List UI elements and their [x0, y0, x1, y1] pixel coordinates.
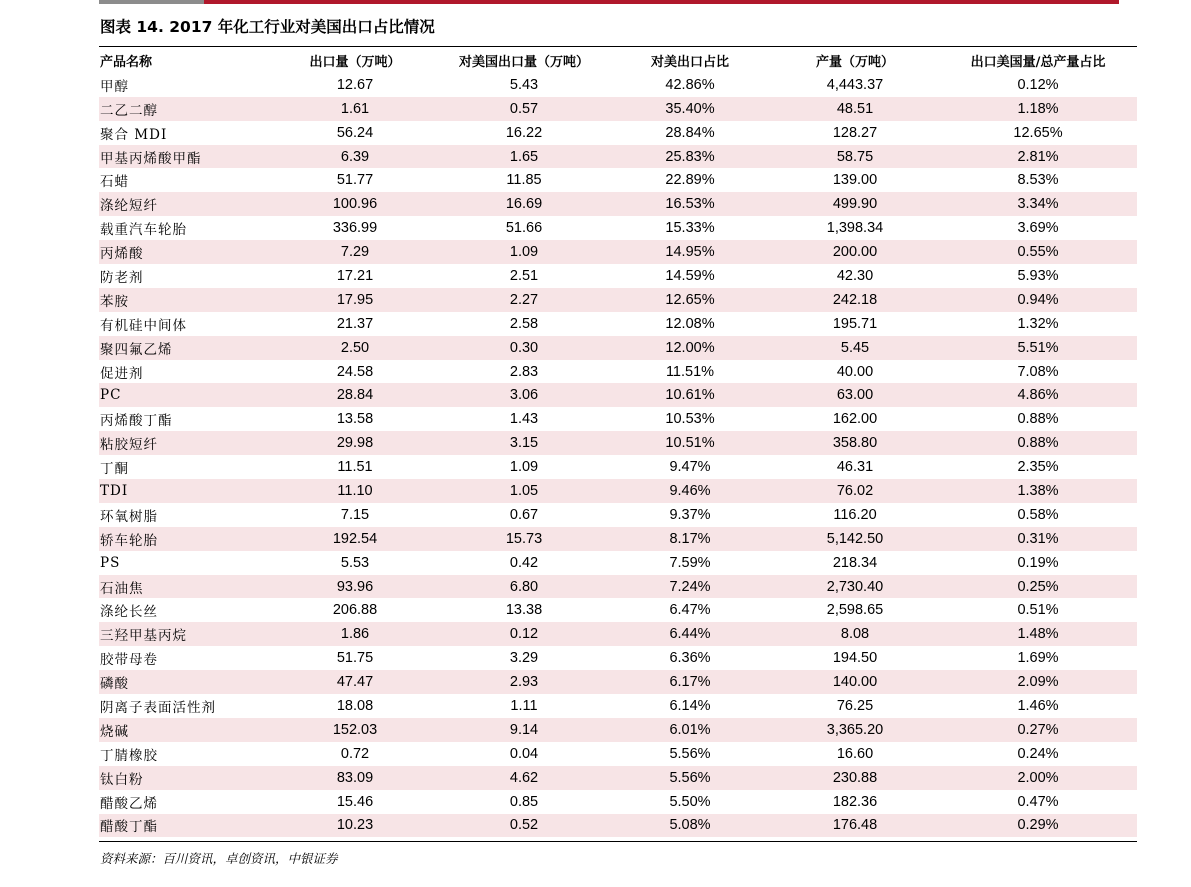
us-export-volume-cell: 2.51 — [509, 267, 539, 284]
us-export-share-cell: 14.59% — [665, 267, 715, 284]
export-volume-cell: 6.39 — [271, 145, 439, 169]
product-name-cell: 涤纶短纤 — [99, 192, 271, 216]
export-volume-cell: 10.23 — [271, 814, 439, 838]
us-export-to-production-cell: 0.12% — [1017, 76, 1059, 93]
export-volume-cell: 206.88 — [332, 602, 378, 619]
us-export-volume-cell: 0.42 — [509, 554, 539, 571]
table-row — [99, 622, 1137, 646]
product-name-cell: 环氧树脂 — [100, 508, 158, 525]
us-export-volume-cell: 3.15 — [439, 431, 609, 455]
us-export-volume-cell: 3.29 — [509, 650, 539, 667]
product-name-cell: 钛白粉 — [99, 766, 271, 790]
export-volume-cell: 152.03 — [271, 718, 439, 742]
table-row — [99, 575, 1137, 599]
product-name-cell: 聚四氟乙烯 — [99, 336, 271, 360]
column-header-us-export-to-production: 出口美国量/总产量占比 — [970, 55, 1106, 71]
product-name-cell: 苯胺 — [99, 288, 271, 312]
us-export-share-cell: 5.56% — [669, 745, 711, 762]
us-export-share-cell: 8.17% — [609, 527, 771, 551]
product-name-cell: 阴离子表面活性剂 — [100, 699, 216, 716]
us-export-share-cell: 16.53% — [609, 192, 771, 216]
production-cell: 16.60 — [836, 745, 874, 762]
export-volume-cell: 12.67 — [336, 76, 374, 93]
production-cell: 48.51 — [771, 97, 939, 121]
production-cell: 128.27 — [832, 124, 878, 141]
export-volume-cell: 28.84 — [271, 383, 439, 407]
us-export-volume-cell: 2.58 — [509, 315, 539, 332]
us-export-to-production-cell: 0.47% — [1017, 793, 1059, 810]
us-export-volume-cell: 0.67 — [509, 506, 539, 523]
export-volume-cell: 0.72 — [340, 745, 370, 762]
us-export-to-production-cell: 0.25% — [939, 575, 1137, 599]
production-cell: 200.00 — [771, 240, 939, 264]
us-export-to-production-cell: 5.51% — [939, 336, 1137, 360]
table-row — [99, 742, 1137, 766]
us-export-to-production-cell: 0.31% — [939, 527, 1137, 551]
production-cell: 242.18 — [771, 288, 939, 312]
production-cell: 358.80 — [771, 431, 939, 455]
table-row — [99, 455, 1137, 479]
export-volume-cell: 5.53 — [340, 554, 370, 571]
export-volume-cell: 11.10 — [271, 479, 439, 503]
table-header-row — [99, 49, 1137, 73]
export-volume-cell: 13.58 — [336, 411, 374, 428]
us-export-volume-cell: 0.52 — [439, 814, 609, 838]
table-row — [99, 503, 1137, 527]
top-accent-bar — [99, 0, 1119, 4]
export-volume-cell: 24.58 — [336, 363, 374, 380]
production-cell: 42.30 — [836, 267, 874, 284]
column-header-export-volume: 出口量（万吨） — [309, 55, 401, 71]
table-row — [99, 766, 1137, 790]
us-export-volume-cell: 13.38 — [505, 602, 543, 619]
us-export-share-cell: 10.51% — [609, 431, 771, 455]
product-name-cell: 丁酮 — [100, 461, 129, 478]
us-export-to-production-cell: 3.69% — [1017, 220, 1059, 237]
us-export-share-cell: 22.89% — [665, 172, 715, 189]
us-export-to-production-cell: 1.69% — [1017, 650, 1059, 667]
table-row — [99, 168, 1137, 192]
us-export-share-cell: 6.36% — [669, 650, 711, 667]
table-row — [99, 814, 1137, 838]
us-export-share-cell: 9.46% — [609, 479, 771, 503]
table-row — [99, 264, 1137, 288]
table-row — [99, 551, 1137, 575]
product-name-cell: 聚合 MDI — [100, 126, 168, 143]
table-row — [99, 360, 1137, 384]
product-name-cell: 三羟甲基丙烷 — [99, 622, 271, 646]
us-export-to-production-cell: 4.86% — [939, 383, 1137, 407]
us-export-share-cell: 7.24% — [609, 575, 771, 599]
us-export-volume-cell: 16.22 — [505, 124, 543, 141]
us-export-to-production-cell: 7.08% — [1017, 363, 1059, 380]
production-cell: 139.00 — [832, 172, 878, 189]
product-name-cell: 促进剂 — [100, 365, 144, 382]
production-cell: 40.00 — [836, 363, 874, 380]
us-export-share-cell: 12.00% — [609, 336, 771, 360]
us-export-share-cell: 12.65% — [609, 288, 771, 312]
product-name-cell: 石蜡 — [100, 174, 129, 191]
us-export-volume-cell: 6.80 — [439, 575, 609, 599]
table-row — [99, 216, 1137, 240]
figure-title: 图表 14. 2017 年化工行业对美国出口占比情况 — [100, 18, 435, 36]
export-volume-cell: 100.96 — [271, 192, 439, 216]
table-row — [99, 431, 1137, 455]
us-export-to-production-cell: 5.93% — [1017, 267, 1059, 284]
us-export-volume-cell: 1.05 — [439, 479, 609, 503]
us-export-to-production-cell: 0.88% — [939, 431, 1137, 455]
us-export-share-cell: 9.47% — [669, 459, 711, 476]
table-row — [99, 670, 1137, 694]
product-name-cell: 甲醇 — [100, 78, 129, 95]
product-name-cell: 丙烯酸 — [99, 240, 271, 264]
export-volume-cell: 56.24 — [336, 124, 374, 141]
us-export-to-production-cell: 3.34% — [939, 192, 1137, 216]
us-export-to-production-cell: 2.09% — [939, 670, 1137, 694]
us-export-share-cell: 15.33% — [665, 220, 715, 237]
export-volume-cell: 47.47 — [271, 670, 439, 694]
us-export-volume-cell: 15.73 — [439, 527, 609, 551]
us-export-share-cell: 6.01% — [609, 718, 771, 742]
production-cell: 499.90 — [771, 192, 939, 216]
us-export-share-cell: 6.47% — [669, 602, 711, 619]
table-row — [99, 718, 1137, 742]
us-export-to-production-cell: 0.88% — [1017, 411, 1059, 428]
export-volume-cell: 51.77 — [336, 172, 374, 189]
us-export-share-cell: 10.61% — [609, 383, 771, 407]
product-name-cell: 胶带母卷 — [100, 652, 158, 669]
table-row — [99, 598, 1137, 622]
table-row — [99, 192, 1137, 216]
production-cell: 2,598.65 — [826, 602, 884, 619]
us-export-share-cell: 28.84% — [665, 124, 715, 141]
column-header-product: 产品名称 — [100, 55, 153, 71]
us-export-volume-cell: 0.30 — [439, 336, 609, 360]
production-cell: 5.45 — [771, 336, 939, 360]
table-row — [99, 121, 1137, 145]
table-row — [99, 336, 1137, 360]
us-export-share-cell: 14.95% — [609, 240, 771, 264]
export-volume-cell: 1.86 — [271, 622, 439, 646]
export-volume-cell: 17.21 — [336, 267, 374, 284]
production-cell: 230.88 — [771, 766, 939, 790]
product-name-cell: 醋酸乙烯 — [100, 795, 158, 812]
table-row — [99, 646, 1137, 670]
table-row — [99, 312, 1137, 336]
export-volume-cell: 7.29 — [271, 240, 439, 264]
us-export-volume-cell: 0.04 — [509, 745, 539, 762]
table-row — [99, 73, 1137, 97]
accent-bar-red-segment — [204, 0, 1119, 4]
table-row — [99, 145, 1137, 169]
us-export-share-cell: 6.44% — [609, 622, 771, 646]
production-cell: 63.00 — [771, 383, 939, 407]
production-cell: 182.36 — [832, 793, 878, 810]
export-volume-cell: 336.99 — [332, 220, 378, 237]
us-export-volume-cell: 2.27 — [439, 288, 609, 312]
production-cell: 2,730.40 — [771, 575, 939, 599]
production-cell: 46.31 — [836, 459, 874, 476]
us-export-to-production-cell: 2.35% — [1017, 459, 1059, 476]
product-name-cell: 防老剂 — [100, 269, 144, 286]
us-export-share-cell: 11.51% — [665, 363, 715, 380]
us-export-to-production-cell: 1.32% — [1017, 315, 1059, 332]
us-export-volume-cell: 4.62 — [439, 766, 609, 790]
us-export-to-production-cell: 0.24% — [1017, 745, 1059, 762]
us-export-to-production-cell: 2.00% — [939, 766, 1137, 790]
export-volume-cell: 15.46 — [336, 793, 374, 810]
production-cell: 76.25 — [836, 697, 874, 714]
us-export-volume-cell: 11.85 — [506, 172, 542, 189]
product-name-cell: PC — [99, 383, 271, 407]
us-export-to-production-cell: 1.38% — [939, 479, 1137, 503]
production-cell: 116.20 — [833, 506, 877, 523]
us-export-volume-cell: 0.57 — [439, 97, 609, 121]
us-export-to-production-cell: 0.29% — [939, 814, 1137, 838]
table-row — [99, 383, 1137, 407]
production-cell: 194.50 — [832, 650, 878, 667]
us-export-share-cell: 10.53% — [665, 411, 715, 428]
product-name-cell: 涤纶长丝 — [100, 604, 158, 621]
product-name-cell: PS — [100, 554, 121, 571]
us-export-to-production-cell: 2.81% — [939, 145, 1137, 169]
product-name-cell: 烧碱 — [99, 718, 271, 742]
us-export-to-production-cell: 1.46% — [1017, 697, 1059, 714]
product-name-cell: 有机硅中间体 — [100, 317, 187, 334]
export-volume-cell: 18.08 — [336, 697, 374, 714]
us-export-share-cell: 6.14% — [669, 697, 711, 714]
us-export-share-cell: 7.59% — [669, 554, 711, 571]
production-cell: 5,142.50 — [771, 527, 939, 551]
column-header-us-export-share: 对美出口占比 — [650, 55, 729, 71]
column-header-production: 产量（万吨） — [815, 55, 894, 71]
table-row — [99, 288, 1137, 312]
us-export-volume-cell: 16.69 — [439, 192, 609, 216]
us-export-share-cell: 5.08% — [609, 814, 771, 838]
us-export-volume-cell: 51.66 — [505, 220, 543, 237]
production-cell: 195.71 — [832, 315, 878, 332]
us-export-to-production-cell: 0.94% — [939, 288, 1137, 312]
production-cell: 8.08 — [771, 622, 939, 646]
us-export-share-cell: 42.86% — [665, 76, 715, 93]
table-body — [99, 73, 1137, 838]
us-export-volume-cell: 0.85 — [509, 793, 539, 810]
product-name-cell: 轿车轮胎 — [99, 527, 271, 551]
us-export-volume-cell: 5.43 — [509, 76, 539, 93]
accent-bar-grey-segment — [99, 0, 204, 4]
product-name-cell: TDI — [99, 479, 271, 503]
us-export-volume-cell: 1.11 — [510, 697, 538, 714]
export-volume-cell: 83.09 — [271, 766, 439, 790]
us-export-to-production-cell: 1.48% — [939, 622, 1137, 646]
us-export-to-production-cell: 0.58% — [1017, 506, 1059, 523]
product-name-cell: 丙烯酸丁酯 — [100, 413, 173, 430]
table-row — [99, 97, 1137, 121]
column-header-us-export-volume: 对美国出口量（万吨） — [458, 55, 589, 71]
product-name-cell: 醋酸丁酯 — [99, 814, 271, 838]
product-name-cell: 粘胶短纤 — [99, 431, 271, 455]
us-export-volume-cell: 1.09 — [509, 459, 539, 476]
us-export-share-cell: 5.50% — [669, 793, 711, 810]
export-volume-cell: 17.95 — [271, 288, 439, 312]
us-export-share-cell: 6.17% — [609, 670, 771, 694]
us-export-volume-cell: 1.09 — [439, 240, 609, 264]
table-row — [99, 790, 1137, 814]
export-volume-cell: 11.51 — [337, 459, 373, 476]
us-export-to-production-cell: 1.18% — [939, 97, 1137, 121]
us-export-share-cell: 5.56% — [609, 766, 771, 790]
us-export-to-production-cell: 0.55% — [939, 240, 1137, 264]
us-export-share-cell: 35.40% — [609, 97, 771, 121]
export-volume-cell: 192.54 — [271, 527, 439, 551]
table-row — [99, 694, 1137, 718]
export-share-table — [99, 49, 1137, 837]
us-export-volume-cell: 9.14 — [439, 718, 609, 742]
product-name-cell: 甲基丙烯酸甲酯 — [99, 145, 271, 169]
us-export-share-cell: 12.08% — [665, 315, 715, 332]
export-volume-cell: 21.37 — [336, 315, 374, 332]
production-cell: 4,443.37 — [826, 76, 884, 93]
us-export-share-cell: 9.37% — [669, 506, 711, 523]
production-cell: 162.00 — [832, 411, 878, 428]
export-volume-cell: 1.61 — [271, 97, 439, 121]
us-export-share-cell: 25.83% — [609, 145, 771, 169]
us-export-volume-cell: 0.12 — [439, 622, 609, 646]
us-export-volume-cell: 2.83 — [509, 363, 539, 380]
source-note: 资料来源：百川资讯，卓创资讯，中银证券 — [100, 851, 338, 866]
us-export-to-production-cell: 0.51% — [1017, 602, 1059, 619]
export-volume-cell: 29.98 — [271, 431, 439, 455]
table-row — [99, 527, 1137, 551]
export-volume-cell: 93.96 — [271, 575, 439, 599]
export-volume-cell: 2.50 — [271, 336, 439, 360]
production-cell: 176.48 — [771, 814, 939, 838]
production-cell: 76.02 — [771, 479, 939, 503]
production-cell: 3,365.20 — [771, 718, 939, 742]
table-top-rule — [99, 46, 1137, 47]
us-export-to-production-cell: 0.19% — [1017, 554, 1059, 571]
product-name-cell: 载重汽车轮胎 — [100, 222, 187, 239]
table-row — [99, 407, 1137, 431]
us-export-volume-cell: 1.65 — [439, 145, 609, 169]
table-row — [99, 240, 1137, 264]
product-name-cell: 磷酸 — [99, 670, 271, 694]
export-volume-cell: 7.15 — [340, 506, 370, 523]
table-bottom-rule — [99, 841, 1137, 842]
us-export-to-production-cell: 8.53% — [1017, 172, 1059, 189]
us-export-to-production-cell: 12.65% — [1013, 124, 1063, 141]
us-export-volume-cell: 1.43 — [509, 411, 539, 428]
production-cell: 1,398.34 — [826, 220, 884, 237]
product-name-cell: 二乙二醇 — [99, 97, 271, 121]
production-cell: 140.00 — [771, 670, 939, 694]
production-cell: 58.75 — [771, 145, 939, 169]
us-export-volume-cell: 2.93 — [439, 670, 609, 694]
export-volume-cell: 51.75 — [336, 650, 374, 667]
us-export-volume-cell: 3.06 — [439, 383, 609, 407]
table-row — [99, 479, 1137, 503]
us-export-to-production-cell: 0.27% — [939, 718, 1137, 742]
production-cell: 218.34 — [832, 554, 878, 571]
product-name-cell: 石油焦 — [99, 575, 271, 599]
product-name-cell: 丁腈橡胶 — [100, 747, 158, 764]
